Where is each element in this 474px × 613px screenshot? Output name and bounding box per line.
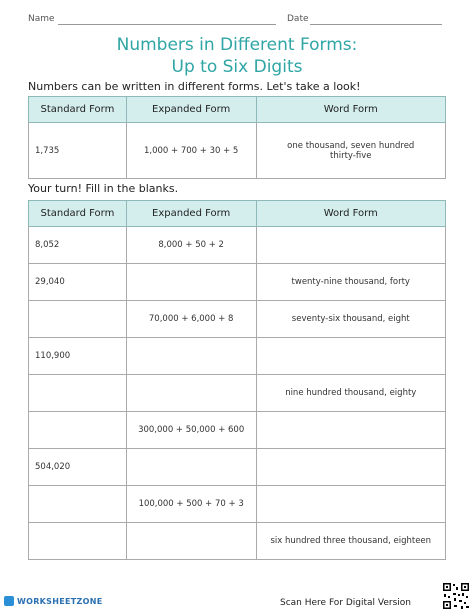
column-header-expanded: Expanded Form xyxy=(126,97,256,123)
scan-instruction: Scan Here For Digital Version xyxy=(280,598,412,608)
page-title-line1: Numbers in Different Forms: xyxy=(116,35,358,55)
practice-instruction: Your turn! Fill in the blanks. xyxy=(28,182,179,195)
name-blank-line[interactable] xyxy=(58,24,276,25)
table-row xyxy=(29,338,446,375)
word-form-cell[interactable] xyxy=(256,338,445,375)
example-standard-cell: 1,735 xyxy=(29,123,127,179)
qr-code-icon[interactable] xyxy=(442,582,470,610)
standard-form-cell[interactable] xyxy=(29,486,127,523)
word-form-cell[interactable] xyxy=(256,227,445,264)
standard-form-cell[interactable] xyxy=(29,523,127,560)
standard-form-cell[interactable]: 110,900 xyxy=(29,338,127,375)
column-header-word: Word Form xyxy=(256,201,445,227)
column-header-expanded: Expanded Form xyxy=(126,201,256,227)
standard-form-cell[interactable]: 29,040 xyxy=(29,264,127,301)
example-expanded-cell: 1,000 + 700 + 30 + 5 xyxy=(126,123,256,179)
table-row xyxy=(29,412,446,449)
standard-form-cell[interactable] xyxy=(29,375,127,412)
word-form-cell[interactable]: seventy-six thousand, eight xyxy=(256,301,445,338)
example-row xyxy=(29,123,446,179)
table-row xyxy=(29,227,446,264)
expanded-form-cell[interactable] xyxy=(126,264,256,301)
date-blank-line[interactable] xyxy=(310,24,442,25)
expanded-form-cell[interactable] xyxy=(126,375,256,412)
intro-instruction: Numbers can be written in different forms. Let's take a look! xyxy=(28,80,361,93)
expanded-form-cell[interactable]: 70,000 + 6,000 + 8 xyxy=(126,301,256,338)
column-header-standard: Standard Form xyxy=(29,201,127,227)
table-row xyxy=(29,264,446,301)
table-row xyxy=(29,523,446,560)
word-form-cell[interactable] xyxy=(256,412,445,449)
example-word-line1: one thousand, seven hundred xyxy=(287,140,415,151)
logo-icon xyxy=(4,596,14,606)
practice-table xyxy=(28,200,446,560)
practice-header-row xyxy=(29,201,446,227)
expanded-form-cell[interactable]: 8,000 + 50 + 2 xyxy=(126,227,256,264)
date-label: Date xyxy=(287,14,309,24)
word-form-cell[interactable]: six hundred three thousand, eighteen xyxy=(256,523,445,560)
name-label: Name xyxy=(28,14,55,24)
expanded-form-cell[interactable] xyxy=(126,338,256,375)
word-form-cell[interactable] xyxy=(256,449,445,486)
worksheetzone-logo[interactable] xyxy=(4,596,103,606)
example-word-cell xyxy=(256,123,445,179)
expanded-form-cell[interactable]: 300,000 + 50,000 + 600 xyxy=(126,412,256,449)
standard-form-cell[interactable]: 504,020 xyxy=(29,449,127,486)
column-header-word: Word Form xyxy=(256,97,445,123)
table-row xyxy=(29,486,446,523)
example-table xyxy=(28,96,446,179)
word-form-cell[interactable]: twenty-nine thousand, forty xyxy=(256,264,445,301)
column-header-standard: Standard Form xyxy=(29,97,127,123)
expanded-form-cell[interactable] xyxy=(126,523,256,560)
example-word-line2: thirty-five xyxy=(330,150,372,161)
logo-text: WORKSHEETZONE xyxy=(17,596,103,606)
page-title-line2: Up to Six Digits xyxy=(171,57,303,77)
expanded-form-cell[interactable]: 100,000 + 500 + 70 + 3 xyxy=(126,486,256,523)
word-form-cell[interactable]: nine hundred thousand, eighty xyxy=(256,375,445,412)
table-row xyxy=(29,375,446,412)
standard-form-cell[interactable] xyxy=(29,412,127,449)
table-row xyxy=(29,301,446,338)
example-header-row xyxy=(29,97,446,123)
word-form-cell[interactable] xyxy=(256,486,445,523)
table-row xyxy=(29,449,446,486)
standard-form-cell[interactable]: 8,052 xyxy=(29,227,127,264)
standard-form-cell[interactable] xyxy=(29,301,127,338)
expanded-form-cell[interactable] xyxy=(126,449,256,486)
